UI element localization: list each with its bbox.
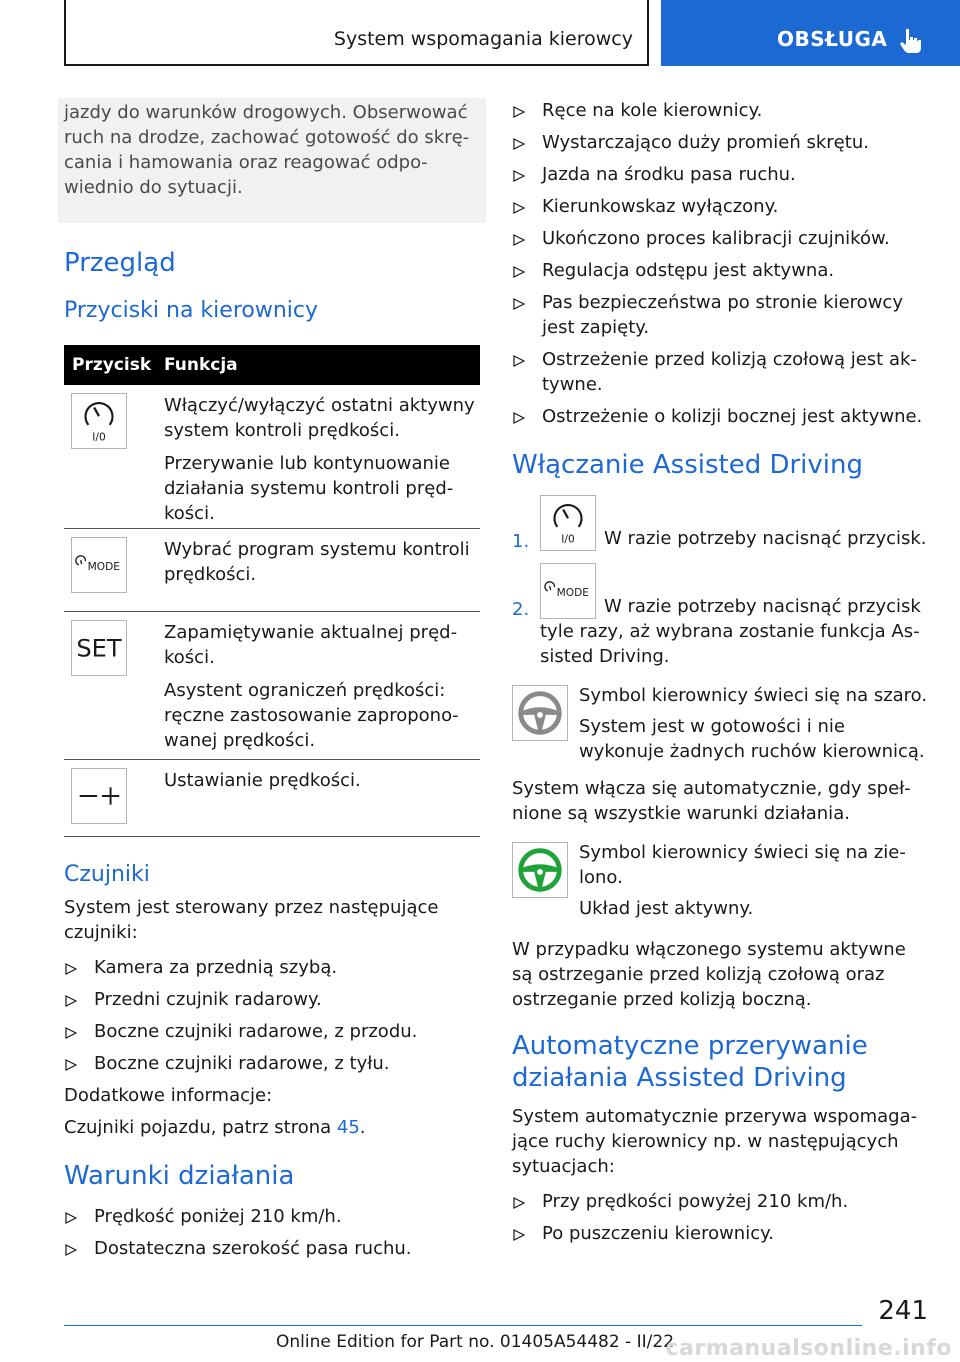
svg-text:MODE: MODE bbox=[87, 560, 120, 573]
list-item: Boczne czujniki radarowe, z przodu. bbox=[64, 1019, 480, 1044]
conditions-continued-list bbox=[512, 98, 928, 429]
svg-text:SET: SET bbox=[76, 634, 122, 663]
list-item: Dostateczna szerokość pasa ruchu. bbox=[64, 1236, 480, 1261]
list-item: Pas bezpieczeństwa po stronie kierowcy jest zapięty. bbox=[512, 290, 928, 340]
set-button-icon bbox=[71, 620, 127, 676]
bullet-triangle-icon bbox=[65, 995, 77, 1007]
auto-enable-text: System włącza się automatycznie, gdy spełnione są wszystkie warunki działania. bbox=[512, 778, 911, 824]
table-row bbox=[64, 612, 480, 760]
green-symbol-line1: Symbol kierownicy świeci się na zielono. bbox=[579, 842, 906, 888]
list-item: Ostrzeżenie przed kolizją czołową jest aktywne. bbox=[512, 347, 928, 397]
list-item: Wystarczająco duży promień skrętu. bbox=[512, 130, 928, 155]
left-column bbox=[64, 98, 480, 1268]
header-section-box bbox=[64, 0, 649, 66]
list-item: Jazda na środku pasa ruchu. bbox=[512, 162, 928, 187]
step-number: 2. bbox=[512, 599, 530, 620]
svg-text:MODE: MODE bbox=[556, 586, 589, 599]
watermark-text: carmanualsonline.info bbox=[665, 1336, 952, 1361]
table-row bbox=[64, 760, 480, 837]
bullet-triangle-icon bbox=[65, 1059, 77, 1071]
bullet-triangle-icon bbox=[513, 234, 525, 246]
enable-heading: Włączanie Assisted Driving bbox=[512, 450, 863, 480]
bullet-triangle-icon bbox=[513, 298, 525, 310]
list-item: Przy prędkości powyżej 210 km/h. bbox=[512, 1189, 928, 1214]
interrupt-list bbox=[512, 1189, 928, 1246]
mode-button-icon bbox=[540, 563, 596, 619]
step-number: 1. bbox=[512, 531, 530, 552]
chapter-tab[interactable] bbox=[661, 0, 960, 66]
row-text: Wybrać program systemu kontroli prędkości. bbox=[164, 539, 470, 585]
table-header bbox=[64, 345, 480, 385]
speed-control-i0-button-icon bbox=[71, 393, 127, 449]
bullet-triangle-icon bbox=[513, 138, 525, 150]
grey-symbol-line1: Symbol kierownicy świeci się na szaro. bbox=[579, 685, 928, 706]
bullet-triangle-icon bbox=[65, 1027, 77, 1039]
buttons-table bbox=[64, 345, 480, 837]
row-text: Asystent ograniczeń prędkości: ręczne zastosowanie zaproponowanej prędkości. bbox=[164, 680, 459, 751]
sensors-heading: Czujniki bbox=[64, 862, 150, 887]
list-item: Ostrzeżenie o kolizji bocznej jest aktywne. bbox=[512, 404, 928, 429]
steering-wheel-grey-icon bbox=[512, 685, 568, 741]
section-title: System wspomagania kierowcy bbox=[333, 28, 633, 50]
chapter-tab-label: OBSŁUGA bbox=[777, 27, 888, 51]
sensors-list bbox=[64, 955, 480, 1076]
bullet-triangle-icon bbox=[513, 1197, 525, 1209]
steering-wheel-green-icon bbox=[512, 842, 568, 898]
bullet-triangle-icon bbox=[513, 266, 525, 278]
minus-plus-button-icon bbox=[71, 768, 127, 824]
table-header-button: Przycisk bbox=[72, 355, 152, 375]
mode-button-icon bbox=[71, 537, 127, 593]
row-text: Zapamiętywanie aktualnej prędkości. bbox=[164, 622, 458, 668]
bullet-triangle-icon bbox=[65, 1244, 77, 1256]
step-item bbox=[512, 495, 928, 553]
list-item: Ręce na kole kierownicy. bbox=[512, 98, 928, 123]
continued-note-text: jazdy do warunków drogowych. Obserwować ruch na drodze, zachować gotowość do skręcania i hamowania oraz reagować odpowiednio do sytuacji. bbox=[64, 102, 470, 198]
sensors-reference: Czujniki pojazdu, patrz strona 45. bbox=[64, 1117, 366, 1138]
step-text: W razie potrzeby nacisnąć przycisk tyle razy, aż wybrana zostanie funkcja Assisted Driving. bbox=[540, 596, 921, 667]
table-header-function: Funkcja bbox=[164, 355, 238, 375]
bullet-triangle-icon bbox=[513, 412, 525, 424]
svg-text:I/0: I/0 bbox=[92, 431, 106, 444]
overview-heading: Przegląd bbox=[64, 248, 176, 278]
table-row bbox=[64, 385, 480, 529]
step-text: W razie potrzeby nacisnąć przycisk. bbox=[604, 528, 927, 549]
table-row bbox=[64, 529, 480, 612]
list-item: Po puszczeniu kierownicy. bbox=[512, 1221, 928, 1246]
bullet-triangle-icon bbox=[513, 170, 525, 182]
bullet-triangle-icon bbox=[513, 1229, 525, 1241]
bullet-triangle-icon bbox=[65, 1212, 77, 1224]
step-item bbox=[512, 563, 928, 669]
green-symbol-line2: Układ jest aktywny. bbox=[579, 898, 754, 919]
list-item: Boczne czujniki radarowe, z tyłu. bbox=[64, 1051, 480, 1076]
edition-text: Online Edition for Part no. 01405A54482 - II/22 bbox=[276, 1332, 675, 1352]
bullet-triangle-icon bbox=[65, 963, 77, 975]
continued-note-box bbox=[58, 98, 486, 223]
conditions-heading: Warunki działania bbox=[64, 1161, 295, 1191]
interrupt-heading: Automatyczne przerywanie działania Assisted Driving bbox=[512, 1031, 868, 1093]
bullet-triangle-icon bbox=[513, 202, 525, 214]
right-column bbox=[512, 98, 928, 1253]
bullet-triangle-icon bbox=[513, 106, 525, 118]
hand-pointer-icon bbox=[899, 28, 923, 54]
active-warnings-text: W przypadku włączonego systemu aktywne są ostrzeganie przed kolizją czołową oraz ostrzeganie przed kolizją boczną. bbox=[512, 939, 906, 1010]
enable-steps bbox=[512, 495, 928, 669]
page-link[interactable]: 45 bbox=[336, 1117, 360, 1138]
conditions-list bbox=[64, 1204, 480, 1261]
row-text: Przerywanie lub kontynuowanie działania systemu kontroli prędkości. bbox=[164, 453, 454, 524]
buttons-heading: Przyciski na kierownicy bbox=[64, 298, 318, 323]
row-text: Ustawianie prędkości. bbox=[164, 770, 361, 791]
green-symbol-block bbox=[512, 840, 928, 927]
extra-info-label: Dodatkowe informacje: bbox=[64, 1085, 273, 1106]
speed-control-i0-button-icon bbox=[540, 495, 596, 551]
interrupt-intro: System automatycznie przerywa wspomagające ruchy kierownicy np. w następujących sytuacjach: bbox=[512, 1106, 918, 1177]
bullet-triangle-icon bbox=[513, 355, 525, 367]
grey-symbol-line2: System jest w gotowości i nie wykonuje żadnych ruchów kierownicą. bbox=[579, 716, 925, 762]
list-item: Kamera za przednią szybą. bbox=[64, 955, 480, 980]
list-item: Prędkość poniżej 210 km/h. bbox=[64, 1204, 480, 1229]
list-item: Kierunkowskaz wyłączony. bbox=[512, 194, 928, 219]
sensors-intro: System jest sterowany przez następujące czujniki: bbox=[64, 897, 439, 943]
svg-text:I/0: I/0 bbox=[561, 533, 575, 546]
list-item: Ukończono proces kalibracji czujników. bbox=[512, 226, 928, 251]
page-number: 241 bbox=[878, 1296, 928, 1326]
list-item: Regulacja odstępu jest aktywna. bbox=[512, 258, 928, 283]
list-item: Przedni czujnik radarowy. bbox=[64, 987, 480, 1012]
row-text: Włączyć/wyłączyć ostatni aktywny system kontroli prędkości. bbox=[164, 395, 475, 441]
grey-symbol-block bbox=[512, 683, 928, 770]
footer-divider bbox=[64, 1325, 862, 1326]
